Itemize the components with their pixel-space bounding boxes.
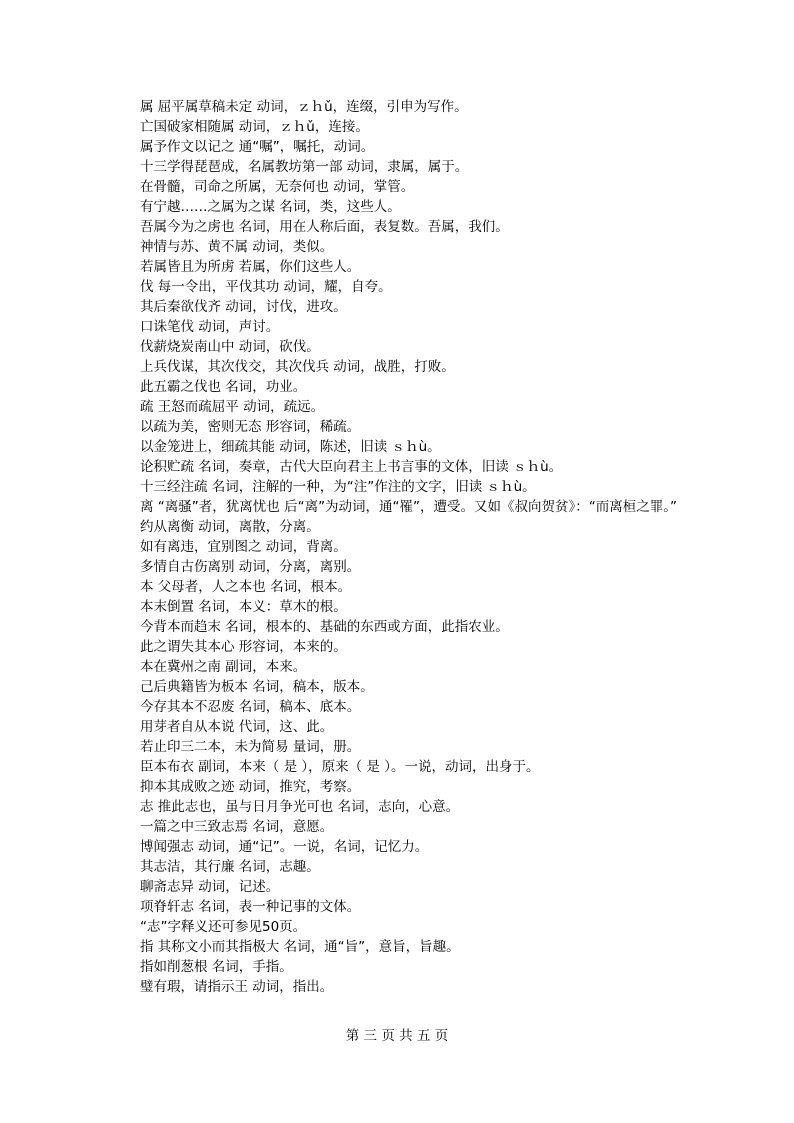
text-line: 离 “离骚”者，犹离忧也 后“离”为动词，通“罹”，遭受。又如《叔向贺贫》：“而离桓之罪。”	[140, 499, 678, 515]
text-line: 本 父母者，人之本也 名词，根本。	[140, 579, 352, 595]
text-line: 一篇之中三致志焉 名词，意愿。	[140, 819, 334, 835]
text-line: 属 屈平属草稿未定 动词，ｚｈǔ，连缀，引申为写作。	[140, 99, 468, 115]
text-line: 以金笼进上，细疏其能 动词，陈述，旧读 ｓｈù。	[140, 439, 441, 455]
text-line: 本在冀州之南 副词，本来。	[140, 659, 307, 675]
text-line: 十三经注疏 名词，注解的一种，为“注”作注的文字，旧读 ｓｈù。	[140, 479, 536, 495]
text-line: 伐薪烧炭南山中 动词，砍伐。	[140, 339, 320, 355]
text-line: 指如削葱根 名词，手指。	[140, 959, 293, 975]
text-line: 其后秦欲伐齐 动词，讨伐，进攻。	[140, 299, 347, 315]
text-line: 今背本而趋末 名词，根本的、基础的东西或方面，此指农业。	[140, 619, 509, 635]
text-line: 属予作文以记之 通“嘱”，嘱托，动词。	[140, 139, 375, 155]
text-line: 疏 王怒而疏屈平 动词，疏远。	[140, 399, 325, 415]
text-line: 臣本布衣 副词，本来（ 是 ），原来（ 是 ）。一说，动词，出身于。	[140, 759, 540, 775]
text-line: “志”字释义还可参见50页。	[140, 919, 307, 935]
text-line: 抑本其成败之迹 动词，推究，考察。	[140, 779, 361, 795]
text-line: 此五霸之伐也 名词，功业。	[140, 379, 307, 395]
text-line: 用芽者自从本说 代词，这、此。	[140, 719, 334, 735]
text-line: 此之谓失其本心 形容词，本来的。	[140, 639, 347, 655]
document-body	[121, 97, 696, 997]
text-line: 璧有瑕，请指示王 动词，指出。	[140, 979, 334, 995]
text-line: 口诛笔伐 动词，声讨。	[140, 319, 280, 335]
text-line: 博闻强志 动词，通“记”。一说，名词，记忆力。	[140, 839, 429, 855]
text-line: 志 推此志也，虽与日月争光可也 名词，志向，心意。	[140, 799, 460, 815]
text-line: 今存其本不忍废 名词，稿本、底本。	[140, 699, 361, 715]
text-line: 己后典籍皆为板本 名词，稿本，版本。	[140, 679, 374, 695]
text-line: 论积贮疏 名词，奏章，古代大臣向君主上书言事的文体，旧读 ｓｈù。	[140, 459, 563, 475]
text-line: 若止印三二本，未为简易 量词，册。	[140, 739, 361, 755]
text-line: 十三学得琵琶成，名属教坊第一部 动词，隶属，属于。	[140, 159, 469, 175]
text-line: 在骨髓，司命之所属，无奈何也 动词，掌管。	[140, 179, 415, 195]
text-line: 如有离违，宜别图之 动词，背离。	[140, 539, 347, 555]
text-line: 亡国破家相随属 动词，ｚｈǔ，连接。	[140, 119, 369, 135]
text-line: 约从离衡 动词，离散，分离。	[140, 519, 320, 535]
text-line: 本末倒置 名词，本义：草木的根。	[140, 599, 347, 615]
text-line: 吾属今为之虏也 名词，用在人称后面，表复数。吾属，我们。	[140, 219, 509, 235]
text-line: 指 其称文小而其指极大 名词，通“旨”，意旨，旨趣。	[140, 939, 460, 955]
text-line: 若属皆且为所虏 若属，你们这些人。	[140, 259, 361, 275]
text-line: 项脊轩志 名词，表一种记事的文体。	[140, 899, 361, 915]
page-footer: 第 三 页 共 五 页	[345, 1028, 449, 1044]
text-line: 神情与苏、黄不属 动词，类似。	[140, 239, 334, 255]
text-line: 多情自古伤离别 动词，分离，离别。	[140, 559, 361, 575]
text-line: 上兵伐谋，其次伐交，其次伐兵 动词，战胜，打败。	[140, 359, 455, 375]
text-line: 聊斋志异 动词，记述。	[140, 879, 280, 895]
text-line: 其志洁，其行廉 名词，志趣。	[140, 859, 320, 875]
text-line: 以疏为美，密则无态 形容词，稀疏。	[140, 419, 361, 435]
text-line: 有宁越……之属为之谋 名词，类，这些人。	[140, 199, 401, 215]
text-line: 伐 每一令出，平伐其功 动词，耀，自夸。	[140, 279, 392, 295]
